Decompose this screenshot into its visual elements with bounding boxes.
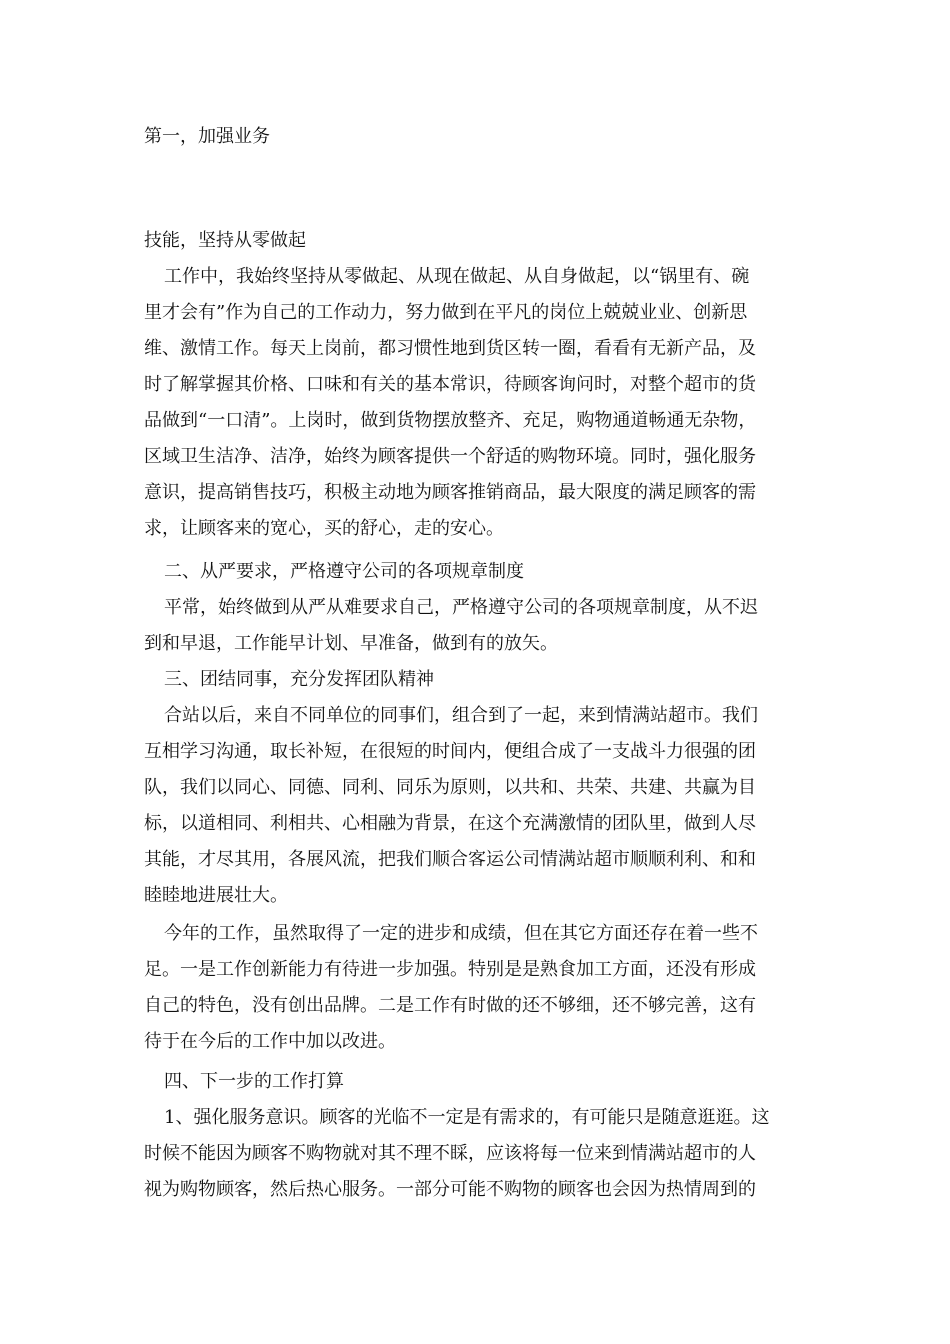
paragraph-line: 时候不能因为顾客不购物就对其不理不睬，应该将每一位来到情满站超市的人 xyxy=(144,1143,756,1164)
paragraph-line: 时了解掌握其价格、口味和有关的基本常识，待顾客询问时，对整个超市的货 xyxy=(144,374,756,395)
section-heading-fourth: 四、下一步的工作打算 xyxy=(164,1071,344,1092)
paragraph-line: 互相学习沟通，取长补短，在很短的时间内，便组合成了一支战斗力很强的团 xyxy=(144,741,756,762)
section-heading-first: 第一，加强业务 xyxy=(144,126,270,147)
paragraph-line: 标，以道相同、利相共、心相融为背景，在这个充满激情的团队里，做到人尽 xyxy=(144,813,756,834)
section-heading-first-continued: 技能，坚持从零做起 xyxy=(144,230,306,251)
paragraph-line: 1、强化服务意识。顾客的光临不一定是有需求的，有可能只是随意逛逛。这 xyxy=(164,1107,770,1128)
paragraph-line: 足。一是工作创新能力有待进一步加强。特别是是熟食加工方面，还没有形成 xyxy=(144,959,756,980)
paragraph-line: 到和早退，工作能早计划、早准备，做到有的放矢。 xyxy=(144,633,558,654)
paragraph-line: 维、激情工作。每天上岗前，都习惯性地到货区转一圈，看看有无新产品，及 xyxy=(144,338,756,359)
paragraph-line: 意识，提高销售技巧，积极主动地为顾客推销商品，最大限度的满足顾客的需 xyxy=(144,482,756,503)
paragraph-line: 今年的工作，虽然取得了一定的进步和成绩，但在其它方面还存在着一些不 xyxy=(164,923,758,944)
section-heading-second: 二、从严要求，严格遵守公司的各项规章制度 xyxy=(164,561,524,582)
section-heading-third: 三、团结同事，充分发挥团队精神 xyxy=(164,669,434,690)
paragraph-line: 睦睦地进展壮大。 xyxy=(144,885,288,906)
paragraph-line: 视为购物顾客，然后热心服务。一部分可能不购物的顾客也会因为热情周到的 xyxy=(144,1179,756,1200)
paragraph-line: 品做到“一口清”。上岗时，做到货物摆放整齐、充足，购物通道畅通无杂物， xyxy=(144,410,757,431)
paragraph-line: 自己的特色，没有创出品牌。二是工作有时做的还不够细，还不够完善，这有 xyxy=(144,995,756,1016)
paragraph-line: 待于在今后的工作中加以改进。 xyxy=(144,1031,396,1052)
paragraph-line: 合站以后，来自不同单位的同事们，组合到了一起，来到情满站超市。我们 xyxy=(164,705,758,726)
paragraph-line: 求，让顾客来的宽心，买的舒心，走的安心。 xyxy=(144,518,504,539)
paragraph-line: 队，我们以同心、同德、同利、同乐为原则，以共和、共荣、共建、共赢为目 xyxy=(144,777,756,798)
paragraph-line: 平常，始终做到从严从难要求自己，严格遵守公司的各项规章制度，从不迟 xyxy=(164,597,758,618)
paragraph-line: 其能，才尽其用，各展风流，把我们顺合客运公司情满站超市顺顺利利、和和 xyxy=(144,849,756,870)
paragraph-line: 区域卫生洁净、洁净，始终为顾客提供一个舒适的购物环境。同时，强化服务 xyxy=(144,446,756,467)
paragraph-line: 工作中，我始终坚持从零做起、从现在做起、从自身做起，以“锅里有、碗 xyxy=(164,266,750,287)
paragraph-line: 里才会有”作为自己的工作动力，努力做到在平凡的岗位上兢兢业业、创新思 xyxy=(144,302,748,323)
